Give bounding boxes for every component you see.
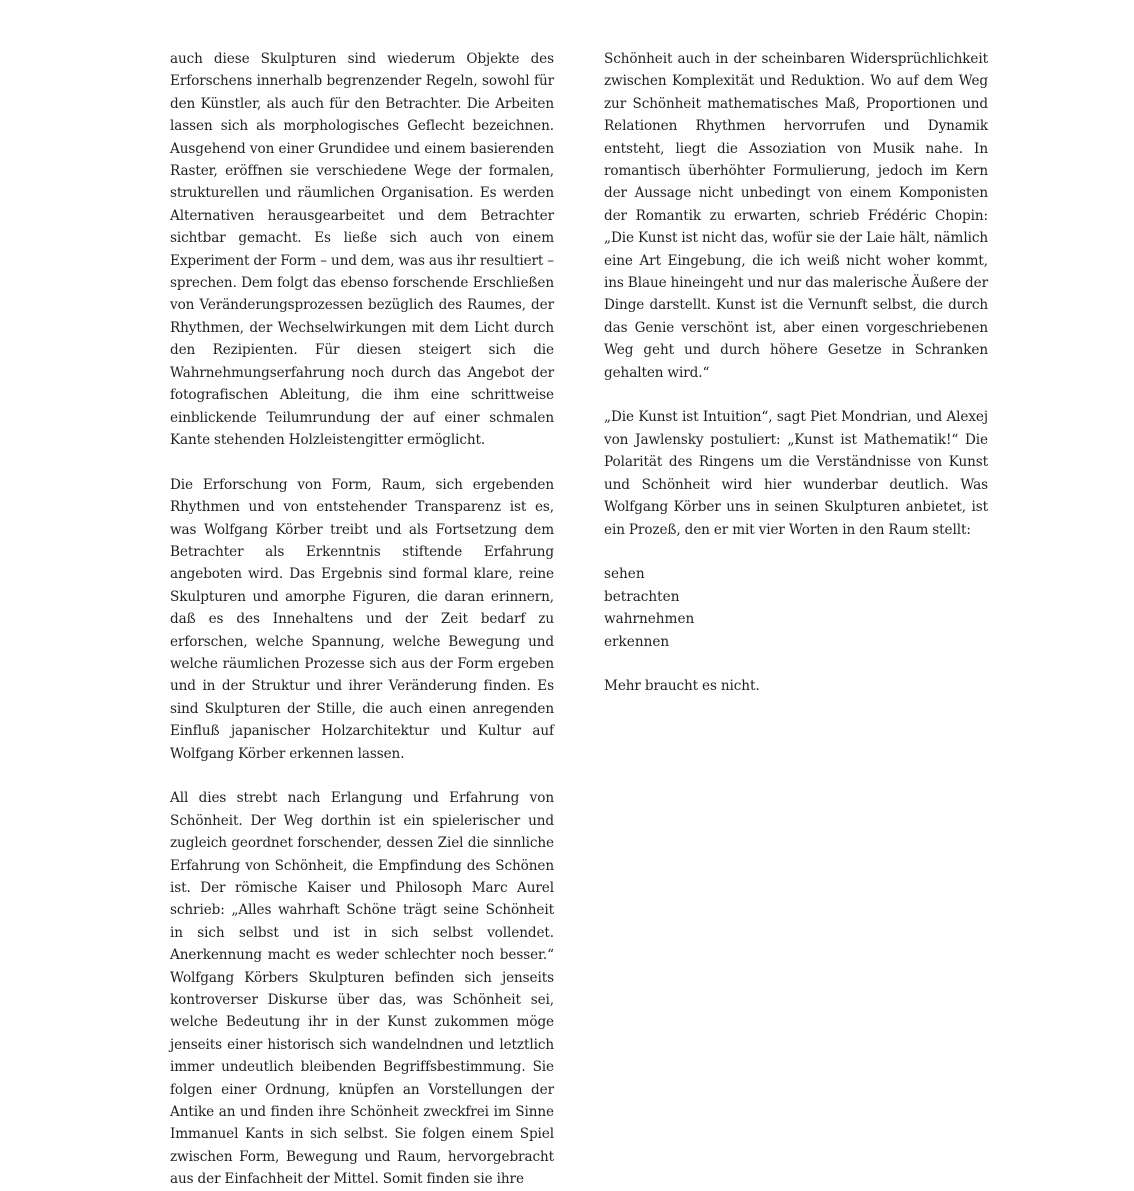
- list-item: wahrnehmen: [604, 611, 695, 628]
- list-item: erkennen: [604, 633, 670, 650]
- right-text-column: [604, 48, 988, 698]
- list-item: betrachten: [604, 588, 680, 605]
- paragraph-erforschung-form-raum: Die Erforschung von Form, Raum, sich ergebenden Rhythmen und von entstehender Transparenz ist es, was Wolfgang Körber treibt und als Fortsetzung dem Betrachter als Erkenntnis stiftende Erfahrung angeboten wird. Das Ergebnis sind formal klare, reine Skulpturen und amorphe Figuren, die daran erinnern, daß es des Innehaltens und der Zeit bedarf zu erforschen, welche Spannung, welche Bewegung und welche räumlichen Prozesse sich aus der Form ergeben und in der Struktur und ihrer Veränderung finden. Es sind Skulpturen der Stille, die auch einen anregenden Einfluß japanischer Holzarchitektur und Kultur auf Wolfgang Körber erkennen lassen.: [170, 476, 554, 762]
- paragraph-erfahrung-schoenheit: All dies strebt nach Erlangung und Erfahrung von Schönheit. Der Weg dorthin ist ein spielerischer und zugleich geordnet forschender, dessen Ziel die sinnliche Erfahrung von Schönheit, die Empfindung des Schönen ist. Der römische Kaiser und Philosoph Marc Aurel schrieb: „Alles wahrhaft Schöne trägt seine Schönheit in sich selbst und ist in sich selbst vollendet. Anerkennung macht es weder schlechter noch besser.“ Wolfgang Körbers Skulpturen befinden sich jenseits kontroverser Diskurse über das, was Schönheit sei, welche Bedeutung ihr in der Kunst zukommen möge jenseits einer historisch sich wandelndnen und letztlich immer undeutlich bleibenden Begriffsbestimmung. Sie folgen einer Ordnung, knüpfen an Vorstellungen der Antike an und finden ihre Schönheit zweckfrei im Sinne Immanuel Kants in sich selbst. Sie folgen einem Spiel zwischen Form, Bewegung und Raum, hervorgebracht aus der Einfachheit der Mittel. Somit finden sie ihre: [170, 790, 554, 1188]
- paragraph-skulpturen-objekte: auch diese Skulpturen sind wiederum Objekte des Erforschens innerhalb begrenzender Regeln, sowohl für den Künstler, als auch für den Betrachter. Die Arbeiten lassen sich als morphologisches Geflecht bezeichnen. Ausgehend von einer Grundidee und einem basierenden Raster, eröffnen sie verschiedene Wege der formalen, strukturellen und räumlichen Organisation. Es werden Alternativen herausgearbeitet und dem Betrachter sichtbar gemacht. Es ließe sich auch von einem Experiment der Form – und dem, was aus ihr resultiert – sprechen. Dem folgt das ebenso forschende Erschließen von Veränderungsprozessen bezüglich des Raumes, der Rhythmen, der Wechselwirkungen mit dem Licht durch den Rezipienten. Für diesen steigert sich die Wahrnehmungserfahrung noch durch das Angebot der fotografischen Ableitung, die ihm eine schrittweise einblickende Teilumrundung der auf einer schmalen Kante stehenden Holzleistengitter ermöglicht.: [170, 51, 554, 448]
- closing-sentence: Mehr braucht es nicht.: [604, 678, 760, 695]
- paragraph-mondrian-jawlensky: „Die Kunst ist Intuition“, sagt Piet Mondrian, und Alexej von Jawlensky postuliert: „Kunst ist Mathematik!“ Die Polarität des Ringens um die Verständnisse von Kunst und Schönheit wird hier wunderbar deutlich. Was Wolfgang Körber uns in seinen Skulpturen anbietet, ist ein Prozeß, den er mit vier Worten in den Raum stellt:: [604, 409, 988, 538]
- list-item: sehen: [604, 566, 645, 583]
- left-text-column: [170, 48, 554, 1191]
- paragraph-chopin-quote: Schönheit auch in der scheinbaren Widersprüchlichkeit zwischen Komplexität und Reduktion. Wo auf dem Weg zur Schönheit mathematisches Maß, Proportionen und Relationen Rhythmen hervorrufen und Dynamik entsteht, liegt die Assoziation von Musik nahe. In romantisch überhöhter Formulierung, jedoch im Kern der Aussage nicht unbedingt von einem Komponisten der Romantik zu erwarten, schrieb Frédéric Chopin: „Die Kunst ist nicht das, wofür sie der Laie hält, nämlich eine Art Eingebung, die ich weiß nicht woher kommt, ins Blaue hineingeht und nur das malerische Äußere der Dinge darstellt. Kunst ist die Vernunft selbst, die durch das Genie verschönt ist, aber einen vorgeschriebenen Weg geht und durch höhere Gesetze in Schranken gehalten wird.“: [604, 51, 988, 381]
- four-words-list: [604, 563, 988, 653]
